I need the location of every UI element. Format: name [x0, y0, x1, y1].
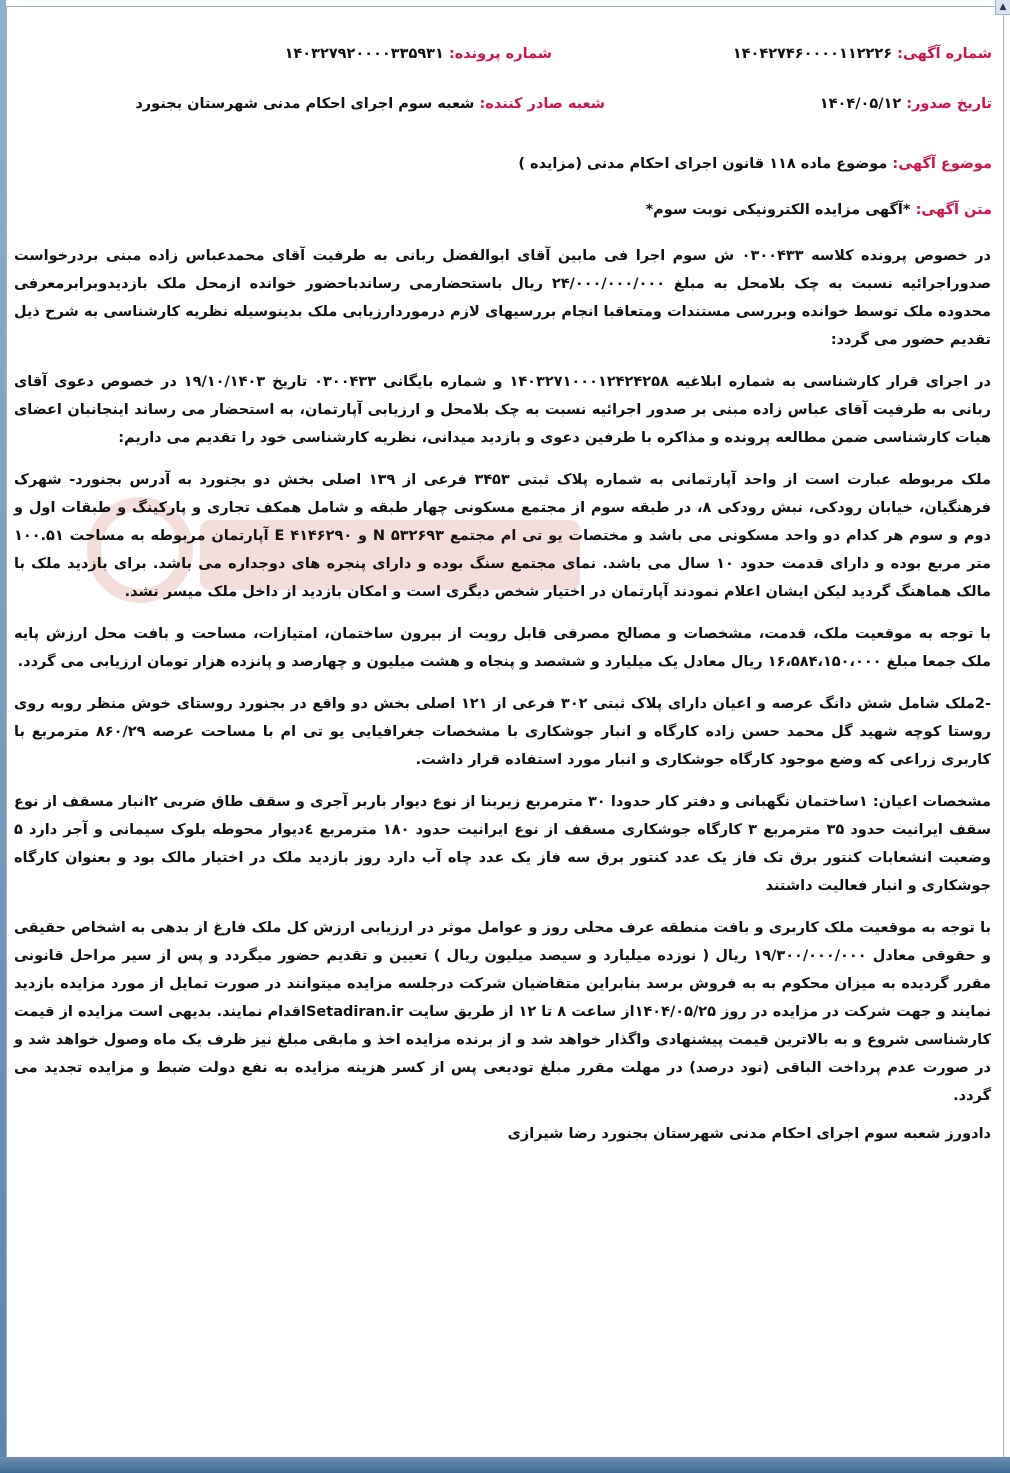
paragraph-6: مشخصات اعیان: ۱ساختمان نگهبانی و دفتر کار حدودا ۳۰ مترمربع زیربنا از نوع دیوار باربر آجری و سقف طاق ضربی ۲انبار مسقف از نوع سقف ایرانیت حدود ۳۵ مترمربع ۳ کارگاه جوشکاری مسقف از نوع ایرانیت حدود ۱۸۰ مترمربع ٤دیوار محوطه بلوک سیمانی و آجر دارد ۵ وضعیت انشعابات کنتور برق تک فاز یک عدد کنتور برق سه فاز یک عدد چاه آب دارد روز بازدید ملک در اختیار مالک بود و بعنوان کارگاه جوشکاری و انبار فعالیت داشتند	[14, 794, 992, 894]
paragraph-5: -2ملک شامل شش دانگ عرصه و اعیان دارای پلاک ثبتی ۳۰۲ فرعی از ۱۲۱ اصلی بخش دو واقع در بجنورد روستای خوش منظر روبه روی روستا کوچه شهید گل محمد حسن زاده کارگاه و انبار جوشکاری با مشخصات جغرافیایی یو تی ام با مساحت عرصه ۸۶۰/۲۹ مترمربع با کاربری زراعی که وضع موجود کارگاه جوشکاری و انبار مورد استفاده قرار داشت.	[14, 696, 991, 768]
subject-label: موضوع آگهی:	[892, 156, 992, 172]
subject	[518, 156, 992, 172]
issuer	[135, 96, 605, 112]
scroll-up-icon[interactable]: ▲	[995, 0, 1010, 15]
case-number-value: ۱۴۰۳۲۷۹۲۰۰۰۰۳۳۵۹۳۱	[284, 46, 444, 62]
notice-body	[14, 242, 991, 1148]
window-bottom-bar	[0, 1457, 1010, 1473]
paragraph-1: در خصوص پرونده کلاسه ۰۳۰۰۴۳۳ ش سوم اجرا فی مابین آقای ابوالفضل ربانی به طرفیت آقای محمدعباس زاده مبنی بردرخواست صدوراجرائیه نسبت به چک بلامحل به مبلغ ۲۴/۰۰۰/۰۰۰/۰۰۰ ریال باستحضارمی رساندباحضور خوانده ازمحل ملک بازدیدوبرابرمعرفی محدوده ملک توسط خوانده وبررسی مستندات ومتعاقبا انجام بررسیهای لازم درموردارزیابی ملک بدینوسیله نظریه کارشناسی به شرح ذیل تقدیم حضور می گردد:	[14, 248, 992, 348]
issue-date	[820, 96, 992, 112]
signature: دادورز شعبه سوم اجرای احکام مدنی شهرستان بجنورد رضا شیرازی	[507, 1126, 991, 1142]
ad-number	[733, 46, 992, 62]
ad-number-label: شماره آگهی:	[897, 46, 992, 62]
issuer-value: شعبه سوم اجرای احکام مدنی شهرستان بجنورد	[135, 96, 475, 112]
issue-date-value: ۱۴۰۴/۰۵/۱۲	[819, 96, 902, 112]
paragraph-3: ملک مربوطه عبارت است از واحد آپارتمانی به شماره پلاک ثبتی ۳۴۵۳ فرعی از ۱۳۹ اصلی بخش دو بجنورد به آدرس بجنورد- شهرک فرهنگیان، خیابان رودکی، نبش رودکی ۸، در طبقه سوم از مجتمع مسکونی چهار طبقه و شامل همکف تجاری و پارکینگ و طبقات اول و دوم و سوم هر کدام دو واحد مسکونی می باشد و مختصات یو تی ام مجتمع ۵۳۲۶۹۳ N و ۴۱۴۶۲۹۰ E آپارتمان مربوطه به مساحت ۱۰۰.۵۱ متر مربع بوده و دارای قدمت حدود ۱۰ سال می باشد. نمای مجتمع سنگ بوده و دارای پنجره های دوجداره می باشد. برای بازدید ملک با مالک هماهنگ گردید لیکن ایشان اعلام نمودند آپارتمان در اختیار شخص دیگری است و امکان بازدید از داخل ملک میسر نشد.	[14, 472, 991, 600]
ad-number-value: ۱۴۰۴۲۷۴۶۰۰۰۰۱۱۲۲۲۶	[732, 46, 893, 62]
paragraph-4: با توجه به موقعیت ملک، قدمت، مشخصات و مصالح مصرفی قابل رویت از بیرون ساختمان، امتیازات، مساحت و بافت محل ارزش پایه ملک جمعا مبلغ ۱۶،۵۸۴،۱۵۰،۰۰۰ ریال معادل یک میلیارد و ششصد و پنجاه و هشت میلیون و چهارصد و پانزده هزار تومان ارزیابی می گردد.	[14, 626, 991, 670]
subject-value: موضوع ماده ۱۱۸ قانون اجرای احکام مدنی (مزایده )	[518, 156, 888, 172]
issue-date-label: تاریخ صدور:	[906, 96, 992, 112]
issuer-label: شعبه صادر کننده:	[479, 96, 605, 112]
case-number	[285, 46, 552, 62]
case-number-label: شماره پرونده:	[448, 46, 552, 62]
paragraph-2: در اجرای قرار کارشناسی به شماره ابلاغیه ۱۴۰۳۲۷۱۰۰۰۱۲۴۲۴۲۵۸ و شماره بایگانی ۰۳۰۰۴۳۳ تاریخ ۱۹/۱۰/۱۴۰۳ در خصوص دعوی آقای ربانی به طرفیت آقای عباس زاده مبنی بر صدور اجرائیه نسبت به چک بلامحل و ارزیابی آپارتمان، به استحضار می رساند اینجانبان اعضای هیات کارشناسی ضمن مطالعه پرونده و مذاکره با طرفین دعوی و بازدید میدانی، نظریه کارشناسی خود را تقدیم می داریم:	[14, 374, 991, 446]
notice-text-header	[646, 202, 992, 218]
notice-text-label: متن آگهی:	[915, 202, 992, 218]
paragraph-7: با توجه به موقعیت ملک کاربری و بافت منطقه عرف محلی روز و عوامل موثر در ارزیابی ارزش کل ملک فارغ از بدهی به اشخاص حقیقی و حقوقی معادل ۱۹/۳۰۰/۰۰۰/۰۰۰ ریال ( نوزده میلیارد و سیصد میلیون ریال ) تعیین و تقدیم حضور میگردد و پس از سیر مراحل قانونی مقرر گردیده به میزان محکوم به به فروش برسد بنابراین متقاضیان شرکت درجلسه مزایده میتوانند در صورت تمایل از مورد مزایده بازدید نمایند و جهت شرکت در مزایده در روز ۱۴۰۴/۰۵/۲۵از ساعت ۸ تا ۱۲ از طریق سایت Setadiran.irاقدام نمایند. بدیهی است مزایده از قیمت کارشناسی شروع و به بالاترین قیمت پیشنهادی واگذار خواهد شد و از برنده مزایده اخذ و مابقی مبلغ نیز ظرف یک ماه وصول خواهد شد و در صورت عدم پرداخت الباقی (نود درصد) در مهلت مقرر مبلغ تودیعی پس از کسر هزینه مزایده به نفع دولت ضبط و مزایده تجدید می گردد.	[14, 920, 992, 1104]
notice-title: *آگهی مزایده الکترونیکی نوبت سوم*	[645, 202, 911, 218]
